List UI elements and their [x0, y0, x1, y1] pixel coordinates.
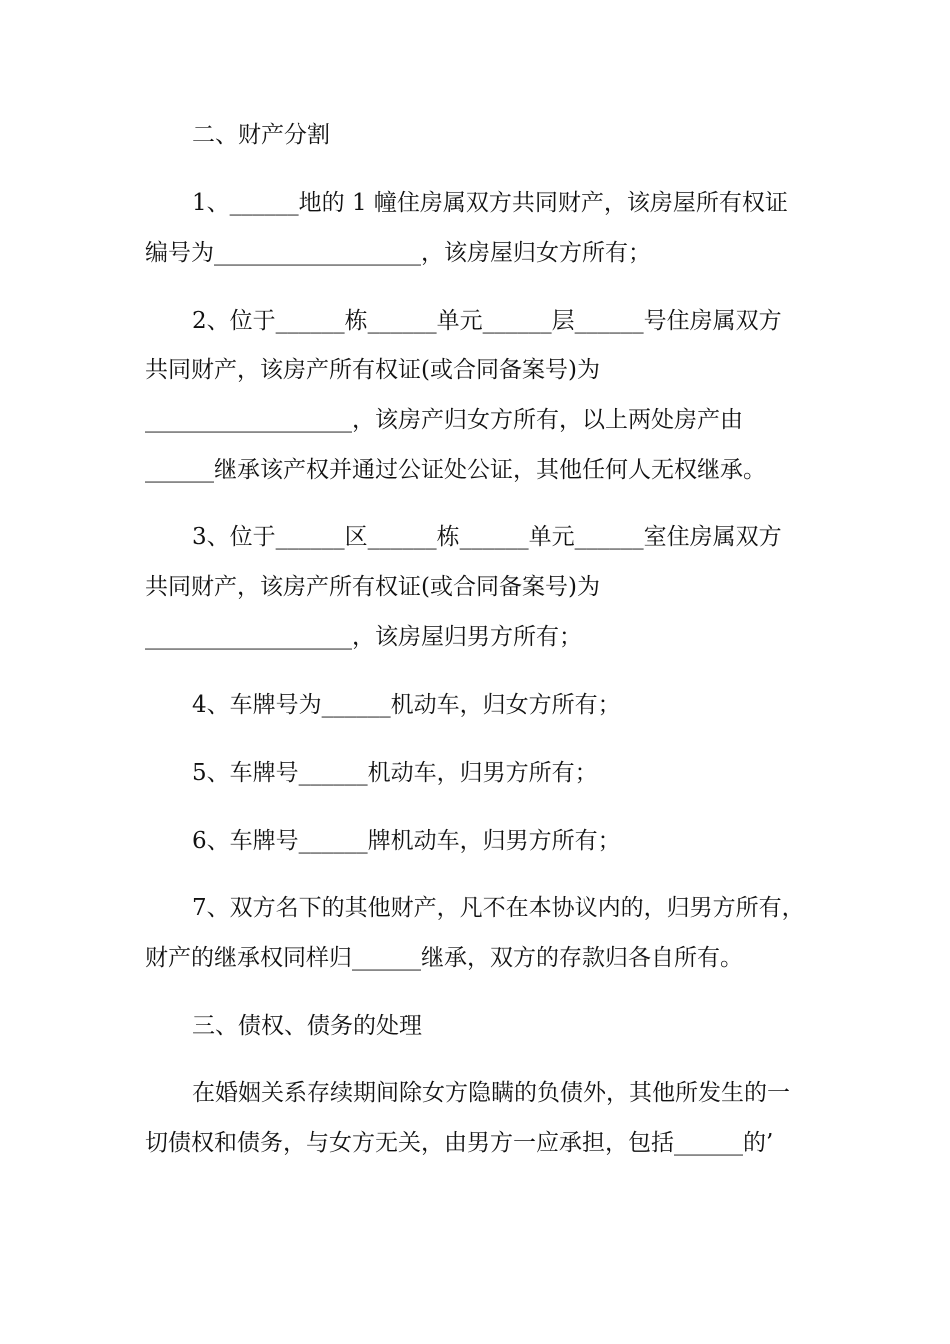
paragraph-line: 共同财产，该房产所有权证(或合同备案号)为 [145, 574, 600, 600]
paragraph-line: ______继承该产权并通过公证处公证，其他任何人无权继承。 [145, 457, 766, 483]
paragraph-line: 4、车牌号为______机动车，归女方所有； [192, 692, 621, 718]
paragraph-line: 财产的继承权同样归______继承，双方的存款归各自所有。 [145, 945, 743, 971]
paragraph-line: 2、位于______栋______单元______层______号住房属双方 [192, 308, 782, 334]
paragraph-line: 切债权和债务，与女方无关，由男方一应承担，包括______的’ [145, 1130, 774, 1156]
paragraph-line: 5、车牌号______机动车，归男方所有； [192, 760, 598, 786]
section-heading-property-division: 二、财产分割 [192, 122, 330, 148]
paragraph-line: 6、车牌号______牌机动车，归男方所有； [192, 828, 621, 854]
paragraph-line: 3、位于______区______栋______单元______室住房属双方 [192, 524, 782, 550]
paragraph-line: 7、双方名下的其他财产，凡不在本协议内的，归男方所有， [192, 895, 805, 921]
paragraph-line: 编号为__________________，该房屋归女方所有； [145, 240, 651, 266]
paragraph-line: __________________，该房产归女方所有，以上两处房产由 [145, 407, 743, 433]
paragraph-line: 共同财产，该房产所有权证(或合同备案号)为 [145, 357, 600, 383]
paragraph-line: 在婚姻关系存续期间除女方隐瞒的负债外，其他所发生的一 [192, 1080, 790, 1106]
paragraph-line: __________________，该房屋归男方所有； [145, 624, 582, 650]
paragraph-line: 1、______地的 1 幢住房属双方共同财产，该房屋所有权证 [192, 190, 788, 216]
section-heading-debts: 三、债权、债务的处理 [192, 1013, 422, 1039]
